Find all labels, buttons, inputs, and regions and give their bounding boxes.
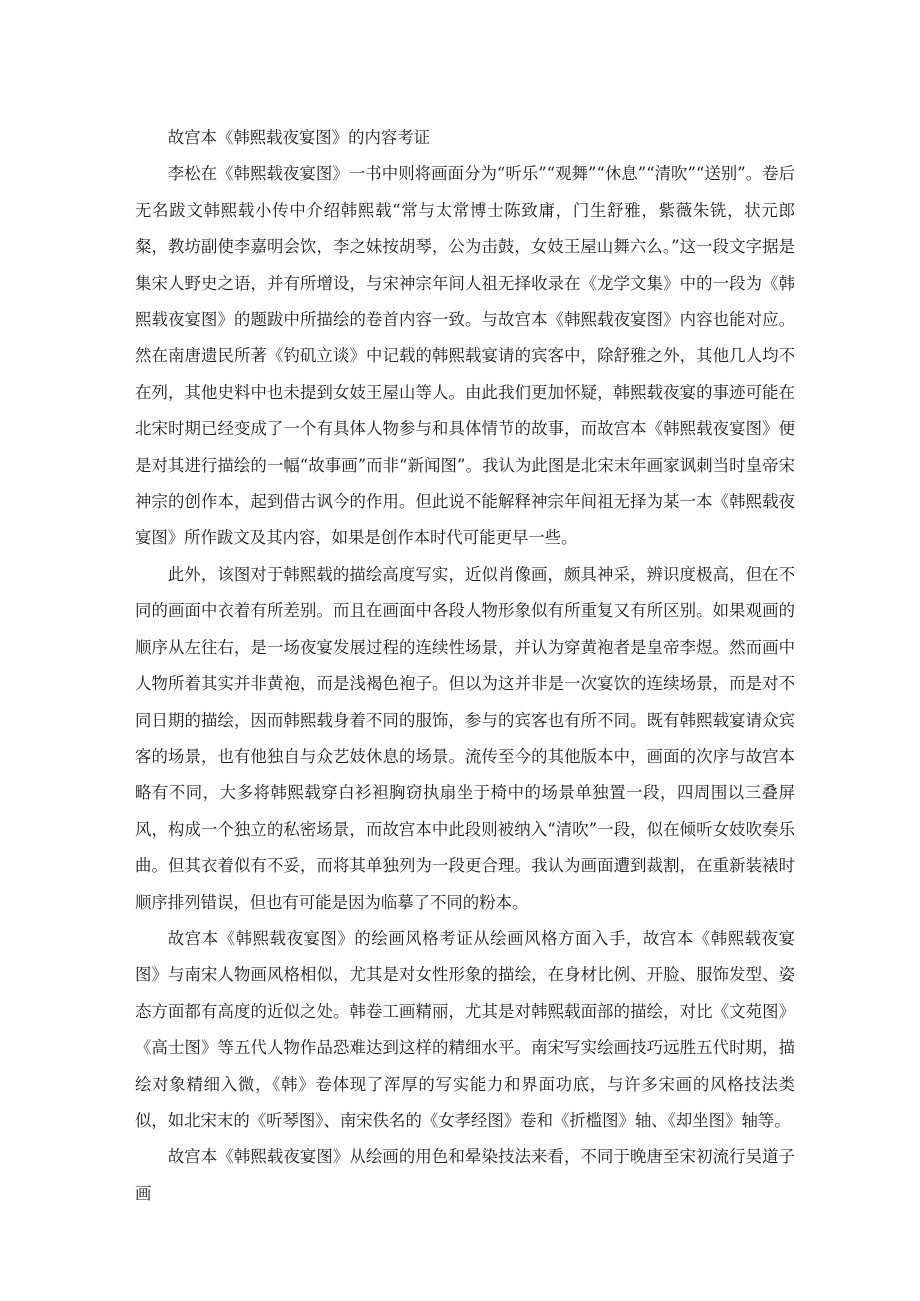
document-page (135, 120, 795, 1212)
document-heading: 故宫本《韩熙载夜宴图》的内容考证 (167, 128, 431, 147)
paragraph-style-research: 故宫本《韩熙载夜宴图》的绘画风格考证从绘画风格方面入手，故宫本《韩熙载夜宴图》与南宋人物画风格相似，尤其是对女性形象的描绘，在身材比例、开脸、服饰发型、姿态方面都有高度的近似之处。韩卷工画精丽，尤其是对韩熙载面部的描绘，对比《文苑图》《高士图》等五代人物作品恐难达到这样的精细水平。南宋写实绘画技巧远胜五代时期，描绘对象精细入微，《韩》卷体现了浑厚的写实能力和界面功底，与许多宋画的风格技法类似，如北宋末的《听琴图》、南宋佚名的《女孝经图》卷和《折槛图》轴、《却坐图》轴等。 (135, 928, 795, 1130)
paragraph-color-technique: 故宫本《韩熙载夜宴图》从绘画的用色和晕染技法来看，不同于晚唐至宋初流行吴道子画 (135, 1147, 795, 1203)
paragraph-depiction-analysis: 此外，该图对于韩熙载的描绘高度写实，近似肖像画，颇具神采，辨识度极高，但在不同的画面中衣着有所差别。而且在画面中各段人物形象似有所重复又有所区别。如果观画的顺序从左往右，是一场夜宴发展过程的连续性场景，并认为穿黄袍者是皇帝李煜。然而画中人物所着其实并非黄袍，而是浅褐色袍子。但以为这并非是一次宴饮的连续场景，而是对不同日期的描绘，因而韩熙载身着不同的服饰，参与的宾客也有所不同。既有韩熙载宴请众宾客的场景，也有他独自与众艺妓休息的场景。流传至今的其他版本中，画面的次序与故宫本略有不同，大多将韩熙载穿白衫袒胸窃执扇坐于椅中的场景单独置一段，四周围以三叠屏风，构成一个独立的私密场景，而故宫本中此段则被纳入“清吹”一段，似在倾听女妓吹奏乐曲。但其衣着似有不妥，而将其单独列为一段更合理。我认为画面遭到裁割，在重新装裱时顺序排列错误，但也有可能是因为临摹了不同的粉本。 (135, 564, 795, 912)
paragraph-content-research: 李松在《韩熙载夜宴图》一书中则将画面分为“听乐”“观舞”“休息”“清吹”“送别”。卷后无名跋文韩熙载小传中介绍韩熙载“常与太常博士陈致庸，门生舒雅，紫薇朱铣，状元郎粲，教坊副使李嘉明会饮，李之妹按胡琴，公为击鼓，女妓王屋山舞六么。”这一段文字据是集宋人野史之语，并有所增设，与宋神宗年间人祖无择收录在《龙学文集》中的一段为《韩熙载夜宴图》的题跋中所描绘的卷首内容一致。与故宫本《韩熙载夜宴图》内容也能对应。然在南唐遗民所著《钓矶立谈》中记载的韩熙载宴请的宾客中，除舒雅之外，其他几人均不在列，其他史料中也未提到女妓王屋山等人。由此我们更加怀疑，韩熙载夜宴的事迹可能在北宋时期已经变成了一个有具体人物参与和具体情节的故事，而故宫本《韩熙载夜宴图》便是对其进行描绘的一幅“故事画”而非“新闻图”。我认为此图是北宋末年画家讽刺当时皇帝宋神宗的创作本，起到借古讽今的作用。但此说不能解释神宗年间祖无择为某一本《韩熙载夜宴图》所作跋文及其内容，如果是创作本时代可能更早一些。 (135, 164, 795, 548)
